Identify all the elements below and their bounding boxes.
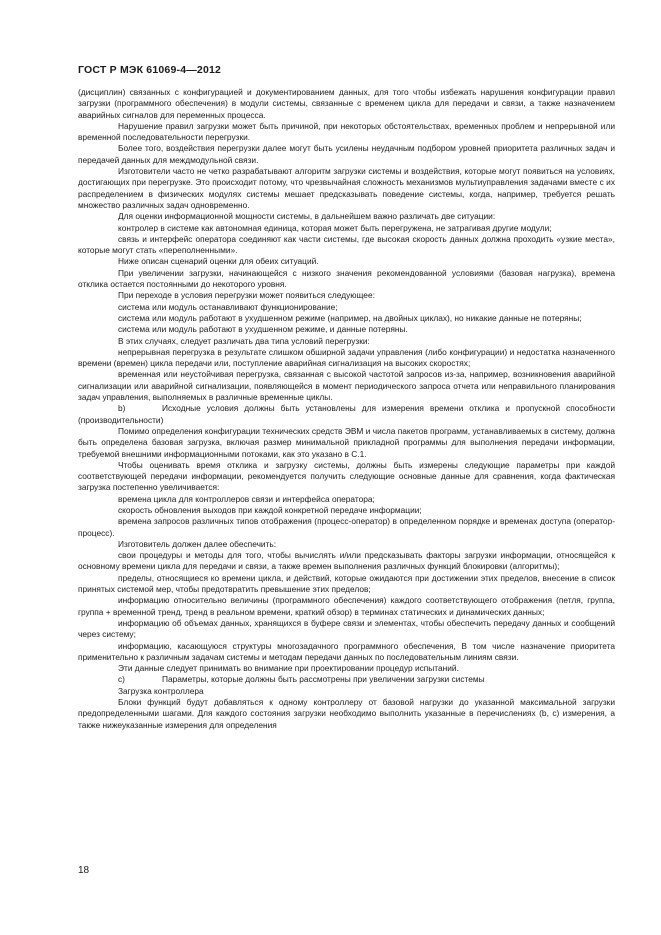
paragraph: Помимо определения конфигурации технических средств ЭВМ и числа пакетов программ, устанавливаемых в систему, должна быть определена базовая загрузка, включая размер минимальной прикладной программы для выполнения передачи информации, требуемой внешними информационными потоками, как это указано в С.1.: [78, 425, 615, 459]
paragraph: [78, 403, 615, 426]
paragraph: Блоки функций будут добавляться к одному контроллеру от базовой нагрузки до указанной максимальной загрузки предопределенными шагами. Для каждого состояния загрузки необходимо выполнить указанные в перечислениях (b, c) измерения, а также нижеуказанные измерения для определения: [78, 697, 615, 730]
paragraph: связь и интерфейс оператора соединяют как части системы, где высокая скорость данных должна проходить «узкие места», которые могут стать «переполненными».: [78, 233, 615, 256]
paragraph: Ниже описан сценарий оценки для обеих ситуаций.: [118, 256, 319, 267]
document-body: [78, 87, 615, 731]
paragraph: Для оценки информационной мощности системы, в дальнейшем важно различать две ситуации:: [118, 211, 496, 222]
list-item-text: Исходные условия должны быть установлены для измерения времени отклика и пропускной способности (производительности): [78, 403, 615, 425]
paragraph: При увеличении загрузки, начинающейся с низкого значения рекомендованной условиями (базовая нагрузка), времена отклика остается постоянными до некоторого уровня.: [78, 267, 615, 290]
document-header: ГОСТ Р МЭК 61069-4—2012: [78, 64, 222, 76]
paragraph: временная или неустойчивая перегрузка, связанная с высокой частотой запросов из-за, например, возникновения аварийной сигнализации или аварийной сигнализации, появляющейся в момент периодического запроса отчета или неправильного планирования задач управления, выполняемых в различные временные циклы.: [78, 369, 615, 403]
paragraph: Эти данные следует принимать во внимание при проектировании процедур испытаний.: [118, 663, 459, 674]
paragraph: информацию, касающуюся структуры многозадачного программного обеспечения, В том числе назначение приоритета применительно к различным задачам системы и методам передачи данных по последовательным линиям связи.: [78, 640, 615, 662]
paragraph: пределы, относящиеся ко времени цикла, и действий, которые ожидаются при достижении этих пределов, внесение в список принятых системой мер, чтобы предотвратить превышение этих пределов;: [78, 572, 615, 595]
paragraph: Нарушение правил загрузки может быть причиной, при некоторых обстоятельствах, временных проблем и непрерывной или временной последовательности перегрузки.: [78, 120, 615, 143]
paragraph: свои процедуры и методы для того, чтобы вычислять и/или предсказывать факторы загрузки информации, относящейся к основному времени цикла для передачи и связи, а также времен выполнения различных функций блокировки (алгоритмы);: [78, 550, 615, 572]
paragraph: скорость обновления выходов при каждой конкретной передаче информации;: [118, 504, 422, 515]
paragraph: [78, 674, 615, 685]
paragraph: информацию об объемах данных, хранящихся в буфере связи и элементах, чтобы обеспечить передачу данных и сообщений через систему;: [78, 617, 615, 640]
paragraph: В этих случаях, следует различать два типа условий перегрузки:: [118, 335, 370, 346]
list-marker: b): [118, 403, 126, 414]
paragraph: Чтобы оценивать время отклика и загрузку системы, должны быть измерены следующие параметры при каждой соответствующей передачи информации, рекомендуется получить следующие основные данные для сравнения, когда фактическая загрузка постепенно увеличивается:: [78, 459, 615, 493]
paragraph: непрерывная перегрузка в результате слишком обширной задачи управления (либо конфигурации) и недостатка назначенного времени (времен) цикла передачи или, поступление аварийная сигнализация на высоких скоростях;: [78, 346, 615, 369]
paragraph: система или модуль работают в ухудшенном режиме (например, на двойных циклах), но никакие данные не потеряны;: [118, 312, 582, 323]
paragraph: система или модуль работают в ухудшенном режиме, и данные потеряны.: [118, 324, 408, 335]
list-item-text: Параметры, которые должны быть рассмотрены при увеличении загрузки системы: [162, 674, 485, 685]
document-page: [78, 64, 615, 731]
paragraph: Загрузка контроллера: [118, 685, 204, 696]
paragraph: информацию относительно величины (программного обеспечения) каждого соответствующего отображения (петля, группа, группа + временной тренд, тренд в реальном времени, краткий обзор) в терминах статических и динамических данных;: [78, 595, 615, 617]
list-marker: c): [118, 674, 125, 685]
paragraph: (дисциплин) связанных с конфигурацией и документированием данных, для того чтобы избежать нарушения конфигурации правил загрузки (программного обеспечения) в модули системы, связанные с временем цикла для передачи и связи, а также назначением аварийных сигналов для переменных процесса.: [78, 87, 615, 120]
paragraph: Изготовители часто не четко разрабатывают алгоритм загрузки системы и воздействия, которые могут появиться на условиях, достигающих при перегрузке. Это происходит потому, что чрезвычайная сложность механизмов мультиуправления задачами вместе с их распределением в физических модулях системы мешает предсказывать поведение системы, когда, например, требуется решать множество различных задач одновременно.: [78, 166, 615, 210]
paragraph: Изготовитель должен далее обеспечить:: [118, 538, 277, 549]
paragraph: система или модуль останавливают функционирование;: [118, 301, 338, 312]
paragraph: времена цикла для контроллеров связи и интерфейса оператора;: [118, 493, 375, 504]
page-number: 18: [78, 865, 90, 876]
paragraph: времена запросов различных типов отображения (процесс-оператор) в определенном порядке и временах доступа (оператор-процесс).: [78, 516, 615, 538]
paragraph: Более того, воздействия перегрузки далее могут быть усилены неудачным подбором уровней приоритета различных задач и передачей данных для междмодульной связи.: [78, 143, 615, 165]
paragraph: При переходе в условия перегрузки может появиться следующее:: [118, 290, 375, 301]
paragraph: контролер в системе как автономная единица, которая может быть перегружена, не затрагивая другие модули;: [118, 222, 552, 233]
